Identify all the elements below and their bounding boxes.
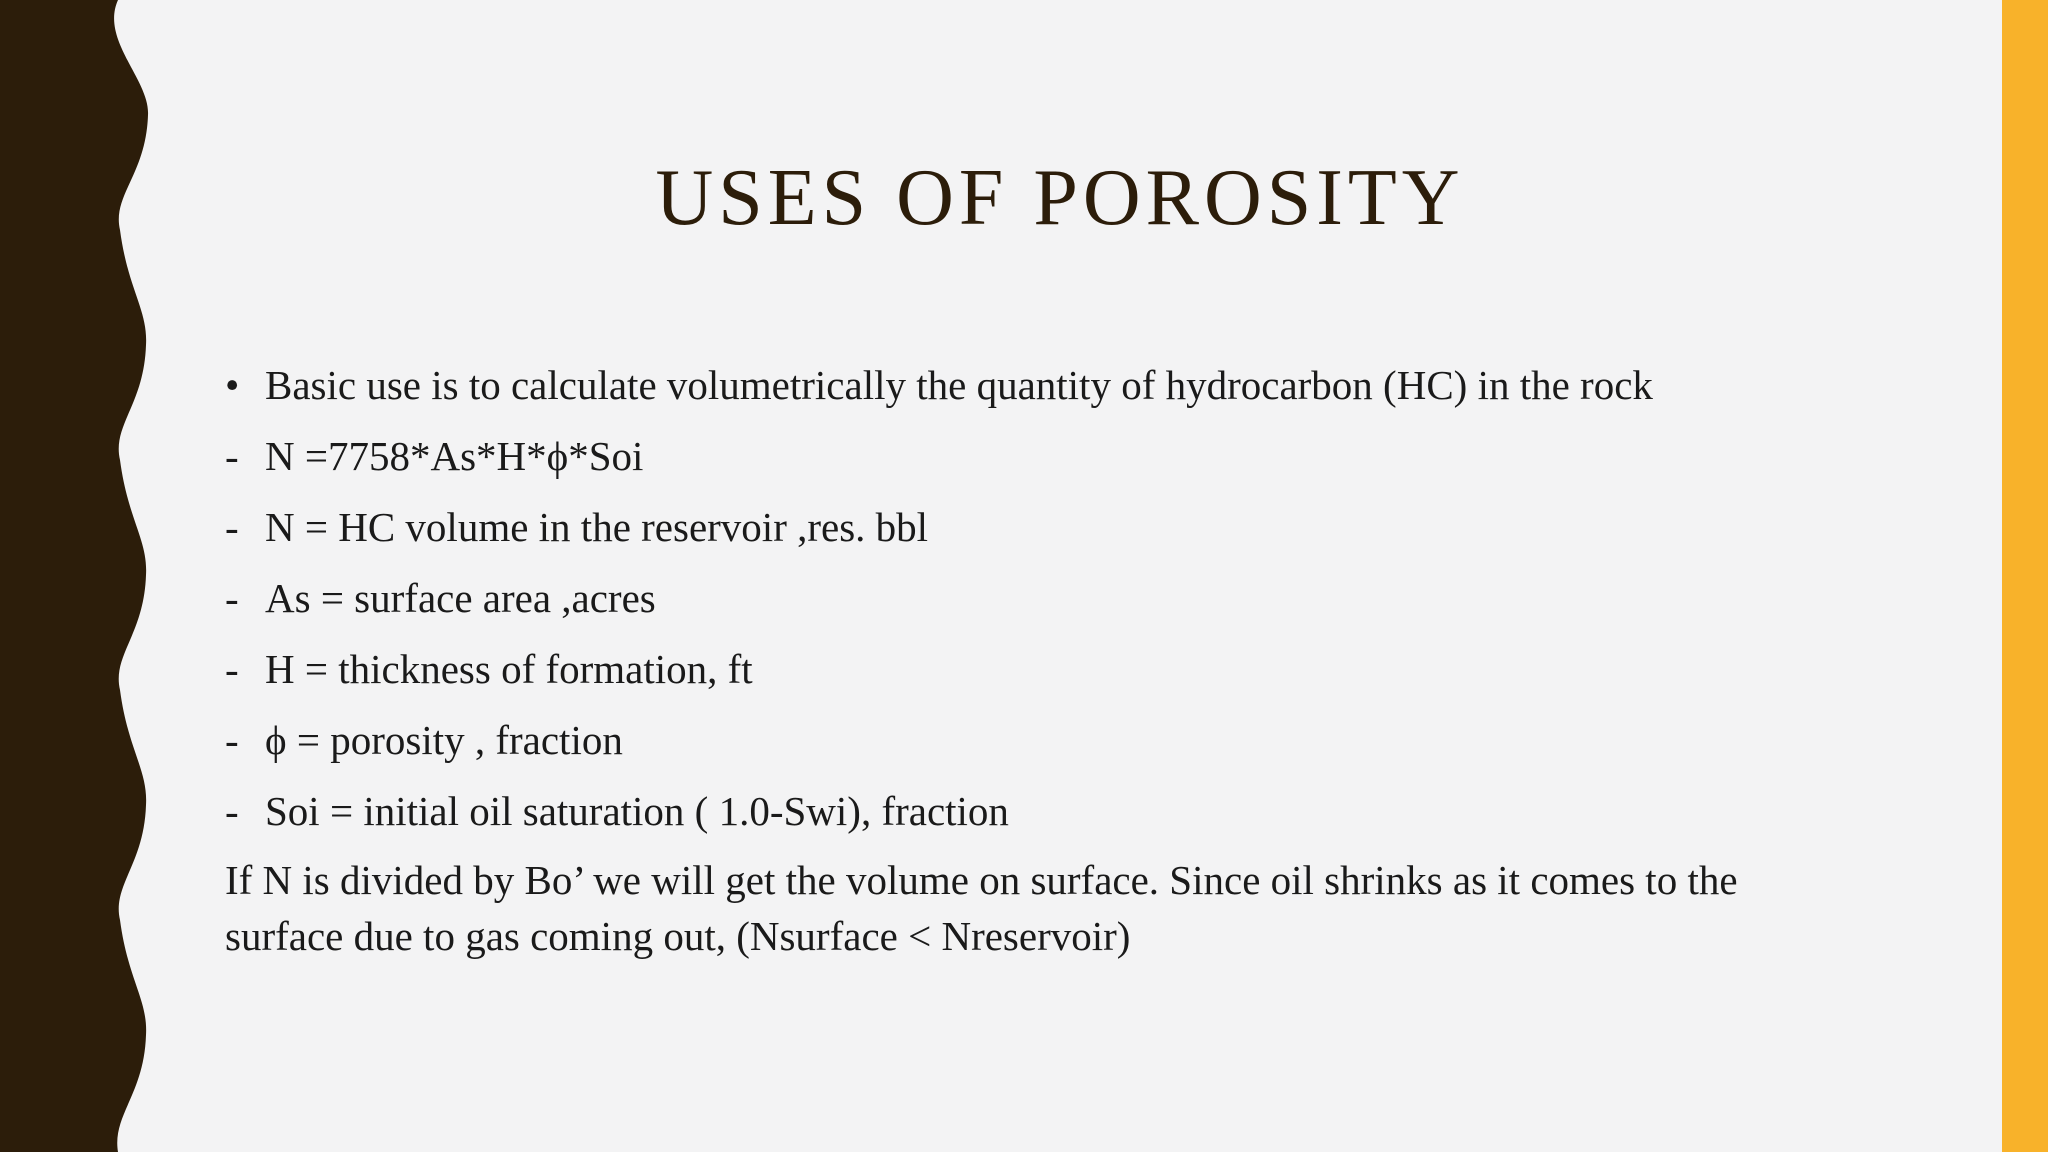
- dash-item-soi-definition: [225, 781, 1845, 852]
- dash-item-porosity-definition: [225, 710, 1845, 781]
- dash-marker: -: [225, 575, 239, 621]
- item-text: N =7758*As*H*ϕ*Soi: [265, 433, 644, 479]
- right-accent-bar: [2002, 0, 2048, 1152]
- item-text: N = HC volume in the reservoir ,res. bbl: [265, 504, 929, 550]
- dash-marker: -: [225, 788, 239, 834]
- bullet-text: Basic use is to calculate volumetrically the quantity of hydrocarbon (HC) in the rock: [265, 362, 1653, 408]
- closing-paragraph: If N is divided by Bo’ we will get the volume on surface. Since oil shrinks as it comes to the surface due to gas coming out, (Nsurface < Nreservoir): [225, 857, 1738, 959]
- slide-content: [225, 355, 1845, 964]
- item-text: As = surface area ,acres: [265, 575, 656, 621]
- dash-marker: -: [225, 433, 239, 479]
- item-text: H = thickness of formation, ft: [265, 646, 753, 692]
- slide-title: USES OF POROSITY: [655, 154, 1465, 242]
- dash-marker: -: [225, 717, 239, 763]
- dash-marker: -: [225, 646, 239, 692]
- dash-item-as-definition: [225, 568, 1845, 639]
- dash-item-h-definition: [225, 639, 1845, 710]
- dash-item-n-definition: [225, 497, 1845, 568]
- bullet-item: [225, 355, 1845, 426]
- dash-marker: -: [225, 504, 239, 550]
- wavy-left-border: [0, 0, 160, 1152]
- item-text: Soi = initial oil saturation ( 1.0-Swi), fraction: [265, 788, 1009, 834]
- dash-item-formula: [225, 426, 1845, 497]
- bullet-marker: •: [225, 362, 240, 408]
- item-text: ϕ = porosity , fraction: [265, 717, 623, 763]
